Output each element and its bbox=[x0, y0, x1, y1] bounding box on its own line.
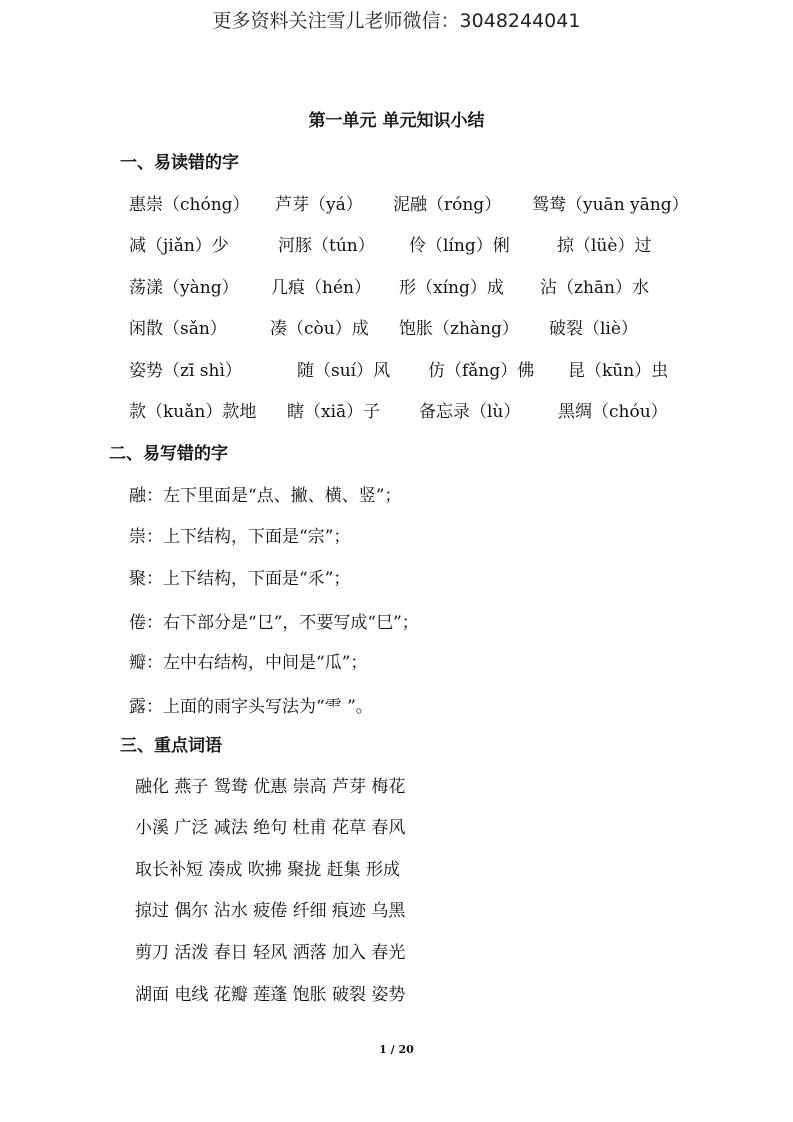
writing-tip: 融：左下里面是“点、撇、横、竖”； bbox=[129, 486, 402, 506]
word-entry: 荡漾（yàng） bbox=[129, 278, 239, 298]
word-list-row: 融化 燕子 鸳鸯 优惠 崇高 芦芽 梅花 bbox=[135, 777, 406, 797]
word-entry: 形（xíng）成 bbox=[399, 278, 504, 298]
word-entry: 掠（lüè）过 bbox=[557, 236, 652, 256]
word-entry: 伶（líng）俐 bbox=[409, 236, 510, 256]
writing-tip: 崇：上下结构，下面是“宗”； bbox=[129, 527, 351, 547]
word-list-row: 剪刀 活泼 春日 轻风 洒落 加入 春光 bbox=[135, 943, 406, 963]
page-number: 1 / 20 bbox=[379, 1043, 414, 1056]
writing-tip: 露：上面的雨字头写法为“⻗ ”。 bbox=[129, 697, 373, 717]
word-entry: 黑绸（chóu） bbox=[558, 402, 668, 422]
word-entry: 几痕（hén） bbox=[271, 278, 371, 298]
word-entry: 款（kuǎn）款地 bbox=[129, 402, 257, 422]
word-entry: 仿（fǎng）佛 bbox=[428, 361, 535, 381]
word-entry: 凑（còu）成 bbox=[270, 319, 369, 339]
writing-tip: 倦：右下部分是“㔾”，不要写成“巳”； bbox=[129, 613, 419, 633]
page-title: 第一单元 单元知识小结 bbox=[308, 111, 485, 131]
word-entry: 减（jiǎn）少 bbox=[129, 236, 229, 256]
word-entry: 河豚（tún） bbox=[278, 236, 375, 256]
writing-tip: 瓣：左中右结构，中间是“瓜”； bbox=[129, 653, 368, 673]
word-entry: 闲散（sǎn） bbox=[129, 319, 227, 339]
word-entry: 姿势（zī shì） bbox=[129, 361, 242, 381]
section-heading-misread: 一、易读错的字 bbox=[120, 153, 239, 173]
section-heading-miswritten: 二、易写错的字 bbox=[109, 444, 228, 464]
section-heading-key-words: 三、重点词语 bbox=[120, 736, 222, 756]
word-list-row: 掠过 偶尔 沾水 疲倦 纤细 痕迹 乌黑 bbox=[135, 901, 406, 921]
word-entry: 饱胀（zhàng） bbox=[399, 319, 519, 339]
word-entry: 随（suí）风 bbox=[297, 361, 391, 381]
word-entry: 昆（kūn）虫 bbox=[568, 361, 669, 381]
word-entry: 破裂（liè） bbox=[549, 319, 638, 339]
word-entry: 瞎（xiā）子 bbox=[287, 402, 381, 422]
page-header: 更多资料关注雪儿老师微信：3048244041 bbox=[212, 10, 581, 32]
word-entry: 泥融（róng） bbox=[393, 195, 502, 215]
word-list-row: 湖面 电线 花瓣 莲蓬 饱胀 破裂 姿势 bbox=[135, 985, 406, 1005]
word-entry: 鸳鸯（yuān yāng） bbox=[532, 195, 689, 215]
writing-tip: 聚：上下结构，下面是“乑”； bbox=[129, 569, 351, 589]
word-entry: 备忘录（lù） bbox=[419, 402, 521, 422]
word-list-row: 小溪 广泛 减法 绝句 杜甫 花草 春风 bbox=[135, 818, 406, 838]
word-list-row: 取长补短 凑成 吹拂 聚拢 赶集 形成 bbox=[135, 860, 401, 880]
word-entry: 芦芽（yá） bbox=[275, 195, 363, 215]
word-entry: 沾（zhān）水 bbox=[540, 278, 649, 298]
word-entry: 惠崇（chóng） bbox=[129, 195, 250, 215]
